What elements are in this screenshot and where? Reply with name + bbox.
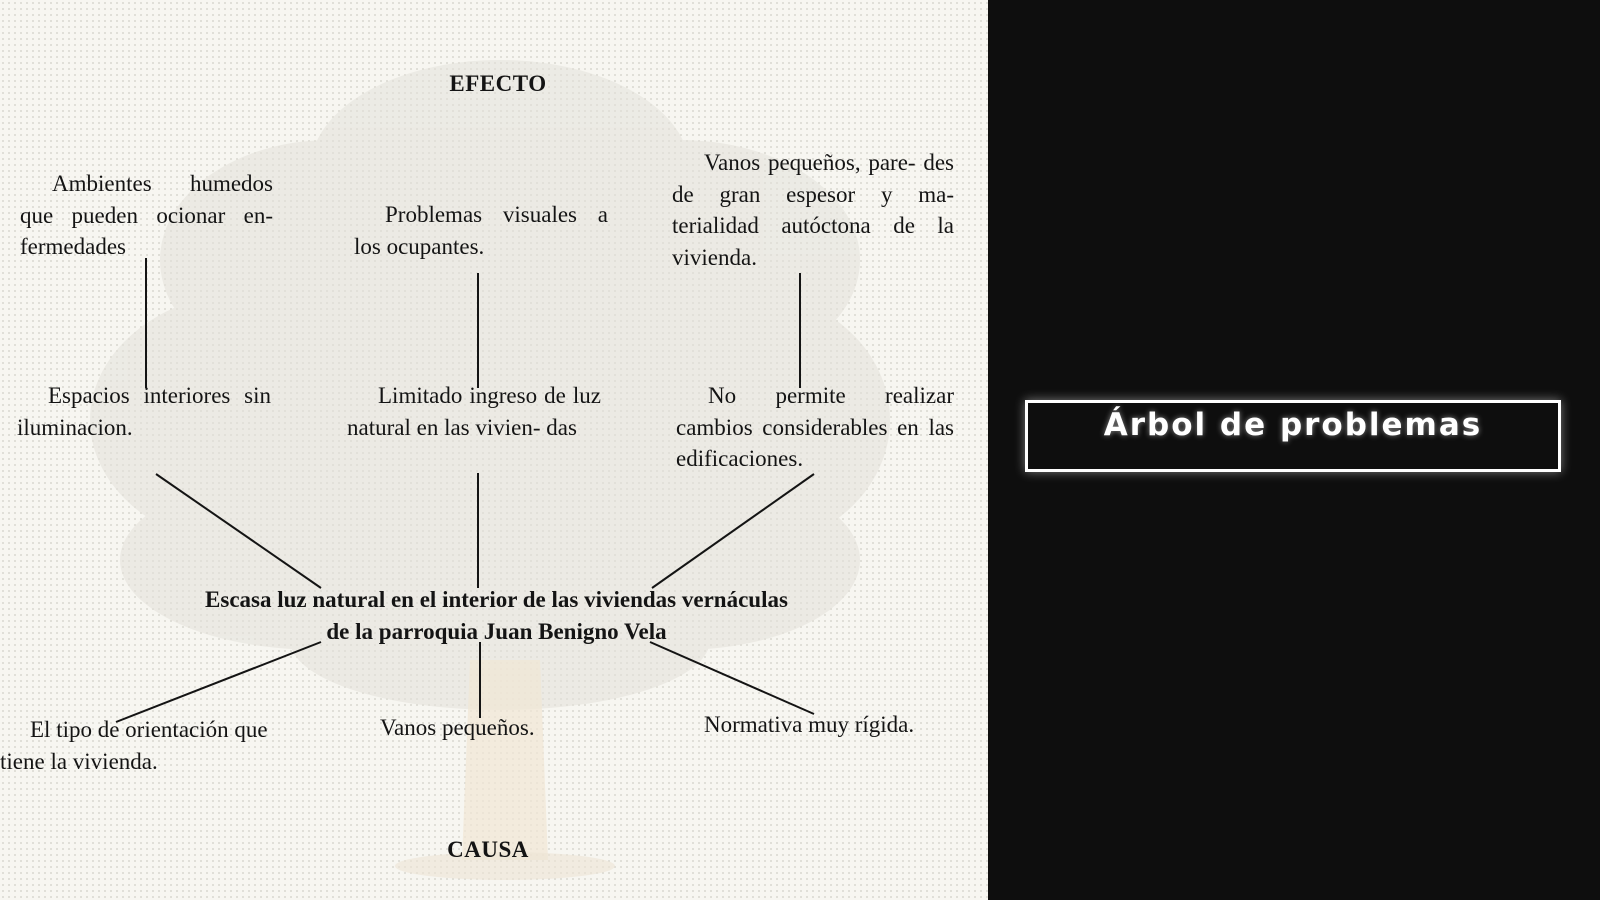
title-box: [1025, 400, 1561, 472]
mid-effect-node-2: Limitado ingreso de luz natural en las vivien- das: [347, 383, 601, 440]
cause-heading: CAUSA: [447, 837, 529, 862]
cause-node-1: El tipo de orientación que tiene la vivienda.: [0, 717, 268, 774]
cause-node-2: Vanos pequeños.: [380, 715, 535, 740]
mid-effect-node-1: Espacios interiores sin iluminacion.: [17, 383, 271, 440]
core-problem-line-1: Escasa luz natural en el interior de las viviendas vernáculas: [205, 587, 788, 612]
cause-node-3: Normativa muy rígida.: [704, 712, 915, 737]
mid-effect-node-3: No permite realizar cambios considerables en las edificaciones.: [676, 383, 954, 471]
effect-node-1: Ambientes humedos que pueden ocionar en- fermedades: [20, 171, 273, 259]
effect-heading: EFECTO: [449, 71, 547, 96]
effect-node-2: Problemas visuales a los ocupantes.: [354, 202, 608, 259]
slide-title: Árbol de problemas: [1103, 407, 1483, 443]
core-problem-line-2: de la parroquia Juan Benigno Vela: [326, 619, 667, 644]
title-panel: [988, 0, 1600, 900]
connector-mid1-core: [156, 474, 321, 588]
connector-core-cause3: [650, 642, 814, 714]
connector-mid3-core: [652, 474, 814, 588]
effect-node-3: Vanos pequeños, pare- des de gran espesor y ma- terialidad autóctona de la vivienda.: [672, 150, 954, 270]
connector-core-cause1: [116, 642, 321, 722]
